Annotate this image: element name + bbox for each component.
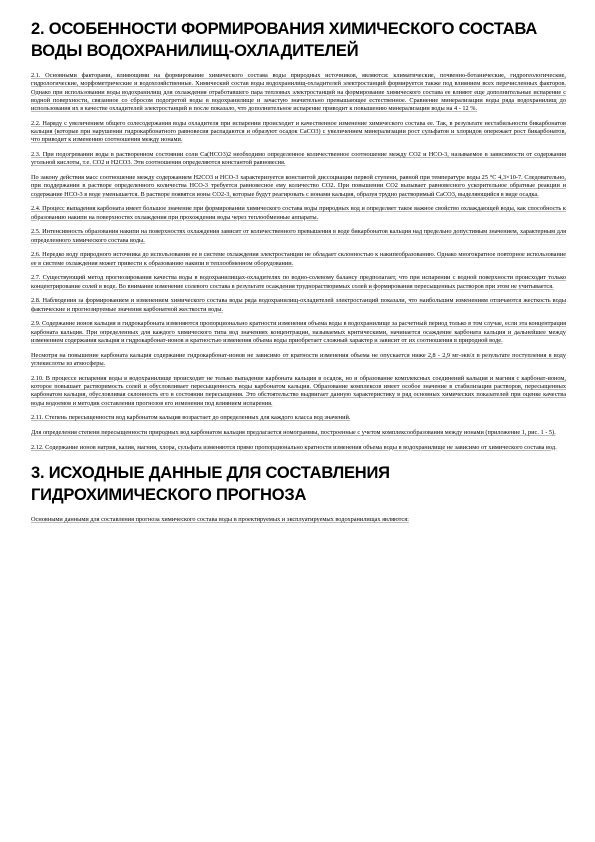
- paragraph-2-4: 2.4. Процесс выпадения карбоната имеет большое значение при формировании химического состава воды природных вод и определяет такое важное свойство охлаждающей воды, как способность к образованию накипи на поверхностях охлаждения при прохождении воды через теплообменные аппараты.: [31, 205, 566, 221]
- paragraph-2-6: 2.6. Нередко воду природного источника до использования ее в системе охлаждения электростанции не обладает склонностью к накипеобразованию. Однако многократное повторное использование ее в системе охлаждения может привести к образованию накипи в теплообменном оборудовании.: [31, 251, 566, 267]
- paragraph-2-1: 2.1. Основными факторами, влияющими на формирование химического состава воды природных источников, являются: климатические, почвенно-ботанические, гидрогеологические, гидрологические, морфометрические и водохозяйственные. Химический состав воды водохранилищ-охладителей электростанций формируется также под влиянием всех перечисленных факторов. Однако при использовании воды водохранилищ для охлаждения отработавшего пара тепловых электростанций на формирование химического состава ее влияют еще дополнительные испарение с водной поверхности, связанное со сбросом подогретой воды в водохранилище и зачастую значительно превышающее естественное. Сравнение минерализации воды ряда водохранилищ до использования их в качестве охладителей электростанций и после показало, что дополнительное испарение приводит к повышению минерализации воды на 4 - 12 %.: [31, 72, 566, 113]
- paragraph-2-12: 2.12. Содержание ионов натрия, калия, магния, хлора, сульфата изменяются прямо пропорционально кратности изменения объема воды в водохранилище не зависимо от химического состава вод.: [31, 443, 557, 451]
- paragraph-2-5: 2.5. Интенсивность образования накипи на поверхностях охлаждения зависит от количественного превышения в воде бикарбонатов кальция над предельно допустимым значением, характерным для определенного химического состава воды.: [31, 228, 566, 244]
- paragraph-mass-action: По закону действия масс соотношение между содержанием H2CO3 и HCO-3 характеризуется константой диссоциации первой ступени, равной при температуре воды 25 °С 4,3×10-7. Следовательно, при поддержании в растворе определенного количества HCO-3 требуется равновесное ему количество CO2. При повышении CO2 вызывает равновесного ускорительное обратные реакции и содержание HCO-3 в воде уменьшается. В растворе появятся ионы CO2-3, которые будут реагировать с ионами кальция, образуя трудно растворимый CaCO3, выделяющийся в виде осадка.: [31, 174, 566, 198]
- paragraph-nomogram: Для определения степени пересыщенности природных вод карбонатом кальция предлагается номограммы, построенные с учетом комплексообразования между ионами (приложение 1, рис. 1 - 5).: [31, 428, 556, 436]
- paragraph-2-9: 2.9. Содержание ионов кальция и гидрокарбоната изменяются пропорционально кратности изменения объема воды в водохранилище за расчетный период только в том случае, если эта концентрация карбоната кальция. При определенных для каждого химического типа вод значениях концентрации, называемых критическими, начинается осаждение карбоната кальция и дальнейшее между изменением содержания кальция и гидрокарбонат-ионов и кратностью изменения объема воды приобретает сложный характер и зависит от их соотношения в природной воде.: [31, 320, 566, 344]
- paragraph-2-2: 2.2. Наряду с увеличением общего солесодержания воды охладителя при испарении происходит и качественное изменение химического состава ее. Так, в результате нестабильности бикарбонатов кальция (которые при нарушении гидрокарбонатного равновесия распадаются и образуют осадок CaCO3) с увеличением минерализации рост сульфатов и хлоридов опережает рост бикарбонатов, что приводит к изменению соотношения между ионами.: [31, 119, 566, 144]
- paragraph-3-intro: Основными данными для составления прогноза химического состава воды в проектируемых и эксплуатируемых водохранилищах являются:: [31, 515, 409, 523]
- paragraph-bicarbonate-note: Несмотря на повышение карбоната кальция содержание гидрокарбонат-ионов не зависимо от кратности изменения объема не опускается ниже 2,8 - 2,9 мг-экв/л в результате поступления в воду углекислоты из атмосферы.: [31, 351, 566, 367]
- section-2-heading: 2. ОСОБЕННОСТИ ФОРМИРОВАНИЯ ХИМИЧЕСКОГО СОСТАВА ВОДЫ ВОДОХРАНИЛИЩ-ОХЛАДИТЕЛЕЙ: [31, 20, 538, 60]
- paragraph-2-11: 2.11. Степень пересыщенности вод карбонатом кальция возрастает до определенных для каждого класса вод значений.: [31, 414, 351, 422]
- paragraph-2-8: 2.8. Наблюдения за формированием и изменением химического состава воды ряда водохранилищ-охладителей электростанций показали, что наибольшим изменениям отличаются жесткость воды фактические и прогнозируемые значения карбонатной жесткости воды.: [31, 297, 566, 313]
- section-3-heading: 3. ИСХОДНЫЕ ДАННЫЕ ДЛЯ СОСТАВЛЕНИЯ ГИДРОХИМИЧЕСКОГО ПРОГНОЗА: [31, 463, 390, 504]
- paragraph-2-3: 2.3. При подогревании воды в растворенном состоянии соли Ca(HCO3)2 необходимо определенное количественное соотношение между CO2 и HCO-3, называемое в зависимости от содержания угольной кислоты, т.е. CO2 и H2CO3. Эти соотношения определяются константой равновесия.: [31, 151, 566, 167]
- paragraph-2-7: 2.7. Существующий метод прогнозирования качества воды в водохранилищах-охладителях по водно-солевому балансу предполагает, что при испарении с водной поверхности происходит только концентрирование солей в воде. Во внимание изменение солевого состава в результате осаждения труднорастворимых солей и формирования пересыщенных растворов при этом не учитывается.: [31, 274, 566, 290]
- paragraph-2-10: 2.10. В процессе испарения воды в водохранилище происходит не только выпадение карбоната кальция в осадок, но и образование комплексных соединений кальция и магния с карбонат-ионом, которое повышает растворимость солей и обусловливает пересыщенность воды карбонатом кальция. Образование комплексов имеет особое значение в стабилизации растворов, пересыщенных карбонатом кальция, обусловливая склонность его в состоянии пересыщения. Это обстоятельство выдвигает данную характеристику в ряд основных химических показателей при оценке качества воды водоемов и методик составления прогнозов его изменения под влиянием испарения.: [31, 374, 566, 407]
